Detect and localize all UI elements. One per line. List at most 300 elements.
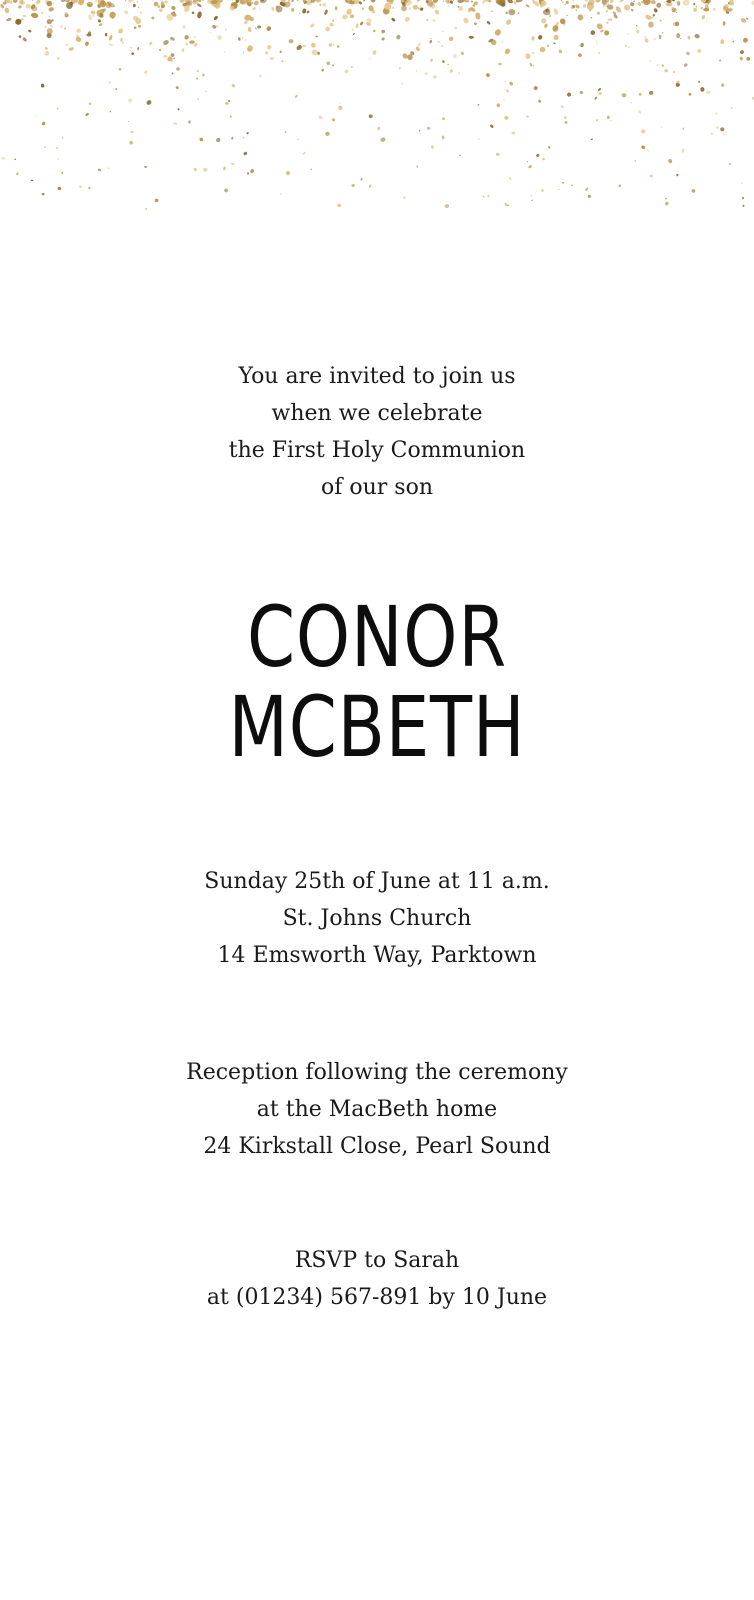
confetti-speck	[661, 64, 664, 67]
confetti-speck	[487, 0, 492, 3]
confetti-speck	[711, 133, 713, 135]
confetti-speck	[363, 0, 366, 2]
confetti-speck	[600, 29, 605, 33]
confetti-speck	[626, 33, 628, 35]
confetti-speck	[331, 118, 335, 122]
confetti-speck	[48, 16, 50, 18]
confetti-speck	[631, 0, 632, 1]
confetti-speck	[199, 137, 203, 141]
confetti-speck	[532, 51, 535, 54]
confetti-speck	[634, 160, 636, 162]
confetti-speck	[746, 56, 751, 61]
confetti-speck	[202, 0, 205, 1]
confetti-speck	[672, 0, 675, 1]
confetti-speck	[566, 92, 572, 98]
confetti-speck	[503, 99, 505, 101]
confetti-speck	[606, 22, 608, 24]
confetti-speck	[739, 56, 743, 60]
confetti-speck	[49, 24, 53, 29]
confetti-speck	[722, 21, 725, 26]
confetti-speck	[509, 177, 512, 181]
confetti-speck	[140, 11, 143, 14]
confetti-speck	[86, 1, 93, 8]
confetti-speck	[687, 36, 690, 40]
confetti-speck	[88, 14, 93, 21]
confetti-speck	[538, 100, 541, 103]
confetti-speck	[131, 52, 134, 55]
confetti-speck	[644, 37, 650, 43]
confetti-speck	[193, 36, 195, 38]
confetti-speck	[564, 4, 566, 6]
confetti-speck	[369, 184, 372, 188]
confetti-speck	[584, 0, 588, 2]
confetti-speck	[4, 7, 10, 14]
confetti-speck	[41, 193, 44, 196]
confetti-speck	[441, 117, 445, 121]
confetti-speck	[266, 25, 272, 32]
confetti-speck	[564, 120, 568, 124]
confetti-speck	[188, 120, 191, 123]
confetti-speck	[691, 188, 696, 193]
confetti-speck	[561, 1, 563, 4]
confetti-speck	[117, 28, 124, 35]
confetti-speck	[551, 24, 559, 33]
confetti-speck	[75, 36, 82, 43]
confetti-speck	[377, 126, 380, 130]
confetti-speck	[649, 91, 654, 95]
confetti-speck	[614, 5, 622, 13]
confetti-speck	[496, 103, 501, 108]
confetti-speck	[701, 15, 706, 20]
confetti-speck	[416, 0, 420, 2]
confetti-speck	[525, 53, 532, 60]
confetti-speck	[381, 37, 385, 41]
confetti-speck	[536, 153, 540, 157]
confetti-speck	[413, 5, 418, 10]
confetti-speck	[479, 21, 481, 23]
confetti-speck	[460, 51, 464, 55]
ceremony-date-time: Sunday 25th of June at 11 a.m.	[204, 869, 550, 894]
confetti-speck	[84, 41, 89, 46]
confetti-speck	[239, 0, 248, 5]
confetti-speck	[398, 66, 401, 69]
child-name	[68, 588, 686, 776]
confetti-speck	[660, 20, 662, 22]
confetti-speck	[505, 18, 512, 25]
confetti-speck	[319, 4, 322, 7]
confetti-speck	[321, 68, 325, 72]
confetti-speck	[228, 99, 231, 102]
confetti-speck	[361, 7, 364, 10]
intro-line-2: when we celebrate	[271, 401, 483, 426]
confetti-speck	[110, 44, 113, 46]
first-name: CONOR	[246, 588, 508, 686]
confetti-speck	[650, 0, 656, 5]
confetti-speck	[325, 131, 330, 136]
confetti-speck	[661, 127, 662, 129]
confetti-speck	[478, 138, 480, 140]
confetti-speck	[294, 94, 298, 98]
confetti-speck	[664, 68, 669, 73]
confetti-speck	[57, 187, 61, 190]
ceremony-address: 14 Emsworth Way, Parktown	[217, 943, 537, 968]
confetti-speck	[64, 27, 66, 29]
confetti-speck	[700, 7, 704, 10]
confetti-speck	[99, 23, 103, 27]
confetti-speck	[606, 10, 609, 13]
confetti-speck	[130, 47, 133, 49]
confetti-speck	[326, 61, 331, 66]
intro-line-1: You are invited to join us	[238, 364, 516, 389]
confetti-speck	[152, 0, 154, 2]
confetti-speck	[542, 158, 545, 161]
confetti-speck	[177, 108, 180, 111]
confetti-speck	[680, 38, 682, 39]
confetti-speck	[171, 5, 176, 10]
confetti-speck	[138, 25, 142, 28]
confetti-speck	[41, 11, 44, 14]
confetti-speck	[693, 3, 696, 6]
confetti-speck	[453, 54, 457, 59]
confetti-speck	[719, 59, 722, 62]
confetti-speck	[328, 43, 332, 47]
confetti-speck	[125, 0, 126, 1]
confetti-speck	[35, 0, 41, 5]
confetti-speck	[391, 17, 396, 22]
confetti-speck	[86, 34, 87, 35]
confetti-speck	[732, 40, 734, 42]
confetti-speck	[109, 111, 111, 113]
confetti-speck	[310, 168, 312, 170]
confetti-speck	[604, 29, 606, 31]
confetti-speck	[496, 153, 500, 156]
confetti-speck	[144, 70, 148, 75]
confetti-speck	[6, 17, 12, 22]
confetti-speck	[271, 7, 275, 12]
reception-line-1: Reception following the ceremony	[186, 1060, 568, 1085]
confetti-speck	[151, 16, 155, 20]
confetti-speck	[311, 42, 317, 48]
confetti-speck	[662, 32, 664, 33]
confetti-speck	[742, 37, 748, 43]
confetti-speck	[197, 98, 199, 100]
confetti-speck	[164, 0, 168, 4]
confetti-speck	[596, 119, 598, 121]
confetti-speck	[129, 50, 131, 51]
confetti-speck	[203, 167, 208, 172]
confetti-speck	[353, 33, 356, 36]
confetti-speck	[265, 51, 269, 55]
confetti-speck	[1, 157, 5, 160]
confetti-speck	[250, 168, 255, 173]
confetti-speck	[580, 43, 584, 48]
confetti-speck	[297, 138, 300, 140]
rsvp-line-1: RSVP to Sarah	[294, 1248, 460, 1273]
confetti-speck	[122, 41, 124, 43]
confetti-speck	[452, 0, 454, 1]
confetti-speck	[98, 168, 102, 171]
confetti-speck	[638, 92, 642, 96]
confetti-speck	[189, 40, 195, 43]
confetti-speck	[657, 64, 659, 66]
confetti-speck	[595, 22, 603, 30]
confetti-speck	[531, 200, 533, 202]
confetti-speck	[373, 29, 376, 32]
confetti-speck	[419, 7, 423, 12]
confetti-speck	[23, 15, 27, 18]
reception-line-2: at the MacBeth home	[256, 1097, 498, 1122]
confetti-speck	[430, 58, 434, 62]
confetti-speck	[721, 83, 725, 87]
confetti-speck	[641, 129, 646, 134]
confetti-speck	[620, 0, 623, 2]
confetti-speck	[44, 50, 50, 56]
confetti-speck	[181, 48, 184, 52]
confetti-speck	[419, 130, 420, 132]
confetti-speck	[647, 149, 650, 152]
confetti-speck	[676, 12, 678, 13]
confetti-speck	[402, 53, 408, 60]
confetti-speck	[133, 4, 136, 8]
confetti-speck	[511, 131, 515, 134]
confetti-speck	[628, 46, 630, 47]
confetti-speck	[459, 155, 461, 157]
confetti-speck	[415, 46, 421, 52]
confetti-speck	[547, 45, 549, 47]
confetti-speck	[169, 36, 175, 42]
confetti-speck	[129, 141, 133, 145]
confetti-speck	[244, 39, 246, 41]
confetti-speck	[325, 26, 331, 32]
confetti-speck	[288, 39, 294, 44]
confetti-speck	[504, 89, 505, 90]
confetti-speck	[62, 136, 64, 139]
confetti-speck	[403, 196, 406, 199]
confetti-speck	[654, 38, 656, 40]
confetti-speck	[485, 72, 490, 77]
confetti-speck	[742, 197, 744, 199]
confetti-speck	[213, 15, 219, 21]
confetti-speck	[477, 104, 480, 107]
confetti-speck	[57, 158, 59, 160]
confetti-speck	[665, 198, 667, 200]
confetti-speck	[127, 0, 134, 3]
confetti-speck	[105, 33, 108, 37]
confetti-speck	[504, 48, 511, 56]
confetti-speck	[162, 39, 169, 46]
confetti-speck	[360, 178, 362, 181]
confetti-speck	[643, 0, 651, 5]
confetti-speck	[558, 49, 563, 54]
confetti-speck	[291, 8, 295, 12]
confetti-speck	[145, 208, 147, 210]
confetti-speck	[329, 23, 334, 27]
ceremony-details	[0, 863, 754, 974]
confetti-speck	[266, 44, 272, 50]
confetti-speck	[252, 7, 256, 11]
confetti-speck	[449, 69, 453, 73]
confetti-speck	[401, 82, 404, 85]
confetti-speck	[603, 29, 610, 36]
confetti-speck	[610, 120, 612, 122]
confetti-speck	[566, 15, 568, 16]
confetti-speck	[246, 132, 249, 135]
confetti-speck	[193, 167, 197, 171]
confetti-speck	[507, 0, 514, 4]
confetti-speck	[247, 172, 249, 175]
confetti-speck	[120, 38, 123, 43]
confetti-speck	[576, 13, 584, 21]
confetti-speck	[650, 174, 653, 177]
confetti-speck	[404, 16, 411, 23]
confetti-speck	[285, 170, 291, 176]
confetti-speck	[474, 22, 478, 25]
confetti-speck	[108, 10, 117, 19]
confetti-speck	[652, 14, 655, 17]
confetti-speck	[339, 103, 340, 104]
confetti-speck	[338, 105, 344, 111]
confetti-speck	[118, 68, 121, 71]
confetti-speck	[742, 205, 744, 207]
confetti-speck	[504, 81, 506, 83]
confetti-speck	[431, 145, 434, 148]
gold-confetti-decoration	[0, 0, 754, 230]
confetti-speck	[315, 36, 318, 38]
confetti-speck	[682, 0, 690, 6]
confetti-speck	[441, 45, 444, 48]
confetti-speck	[185, 43, 188, 46]
confetti-speck	[279, 50, 282, 53]
confetti-speck	[417, 42, 421, 47]
confetti-speck	[681, 148, 685, 153]
confetti-speck	[585, 187, 589, 191]
last-name: MCBETH	[228, 678, 526, 776]
confetti-speck	[596, 40, 598, 42]
confetti-speck	[442, 31, 444, 33]
confetti-speck	[607, 18, 612, 21]
confetti-speck	[482, 195, 485, 198]
confetti-speck	[85, 113, 89, 117]
confetti-speck	[590, 138, 593, 140]
confetti-speck	[540, 17, 547, 24]
confetti-speck	[303, 152, 306, 155]
confetti-speck	[318, 115, 323, 120]
confetti-speck	[336, 45, 339, 48]
confetti-speck	[741, 182, 743, 184]
confetti-speck	[244, 20, 249, 25]
confetti-speck	[16, 172, 20, 176]
confetti-speck	[370, 0, 377, 3]
confetti-speck	[695, 5, 697, 7]
confetti-speck	[458, 72, 460, 75]
confetti-speck	[351, 183, 356, 187]
confetti-speck	[196, 69, 199, 72]
confetti-speck	[88, 102, 92, 106]
confetti-speck	[311, 49, 319, 56]
confetti-speck	[623, 3, 631, 11]
confetti-speck	[68, 47, 74, 52]
confetti-speck	[558, 188, 560, 190]
confetti-speck	[18, 5, 22, 9]
confetti-speck	[633, 0, 635, 2]
confetti-speck	[182, 25, 186, 30]
confetti-speck	[57, 107, 59, 110]
confetti-speck	[527, 161, 528, 163]
confetti-speck	[142, 2, 143, 4]
confetti-speck	[544, 23, 549, 28]
confetti-speck	[607, 116, 610, 119]
confetti-speck	[192, 12, 195, 15]
reception-details	[0, 1054, 754, 1165]
confetti-speck	[344, 69, 350, 74]
confetti-speck	[297, 0, 299, 1]
confetti-speck	[594, 96, 597, 100]
confetti-speck	[619, 0, 621, 2]
confetti-speck	[579, 91, 583, 95]
confetti-speck	[115, 88, 117, 90]
confetti-speck	[302, 44, 307, 48]
confetti-speck	[526, 115, 529, 117]
confetti-speck	[352, 37, 355, 39]
confetti-speck	[713, 8, 716, 11]
confetti-speck	[158, 48, 161, 51]
confetti-speck	[582, 4, 587, 9]
confetti-speck	[441, 135, 444, 139]
confetti-speck	[683, 63, 688, 68]
confetti-speck	[355, 23, 358, 28]
confetti-speck	[107, 167, 109, 169]
confetti-speck	[427, 126, 431, 130]
confetti-speck	[530, 195, 532, 197]
confetti-speck	[224, 51, 225, 52]
confetti-speck	[694, 33, 700, 39]
confetti-speck	[30, 12, 38, 19]
confetti-speck	[577, 52, 582, 57]
confetti-speck	[259, 75, 262, 78]
confetti-speck	[133, 1, 134, 2]
confetti-speck	[146, 99, 153, 106]
confetti-speck	[44, 46, 48, 50]
confetti-speck	[636, 30, 640, 34]
confetti-speck	[723, 134, 725, 136]
confetti-speck	[332, 64, 334, 66]
confetti-speck	[210, 32, 211, 33]
confetti-speck	[136, 0, 139, 2]
confetti-speck	[700, 87, 705, 92]
confetti-speck	[664, 201, 669, 206]
confetti-speck	[487, 194, 490, 197]
reception-line-3: 24 Kirkstall Close, Pearl Sound	[203, 1134, 551, 1159]
confetti-speck	[56, 57, 59, 60]
confetti-speck	[529, 62, 532, 67]
confetti-speck	[171, 72, 173, 74]
confetti-speck	[706, 21, 707, 23]
confetti-speck	[92, 15, 94, 17]
confetti-speck	[597, 11, 601, 15]
confetti-speck	[716, 126, 719, 130]
confetti-speck	[448, 36, 454, 42]
confetti-speck	[454, 26, 458, 30]
confetti-speck	[697, 48, 702, 53]
confetti-speck	[173, 122, 177, 125]
confetti-speck	[238, 37, 241, 41]
confetti-speck	[659, 35, 662, 40]
confetti-speck	[108, 81, 111, 84]
confetti-speck	[351, 66, 353, 68]
confetti-speck	[508, 8, 516, 15]
confetti-speck	[223, 188, 228, 193]
confetti-speck	[574, 4, 580, 10]
